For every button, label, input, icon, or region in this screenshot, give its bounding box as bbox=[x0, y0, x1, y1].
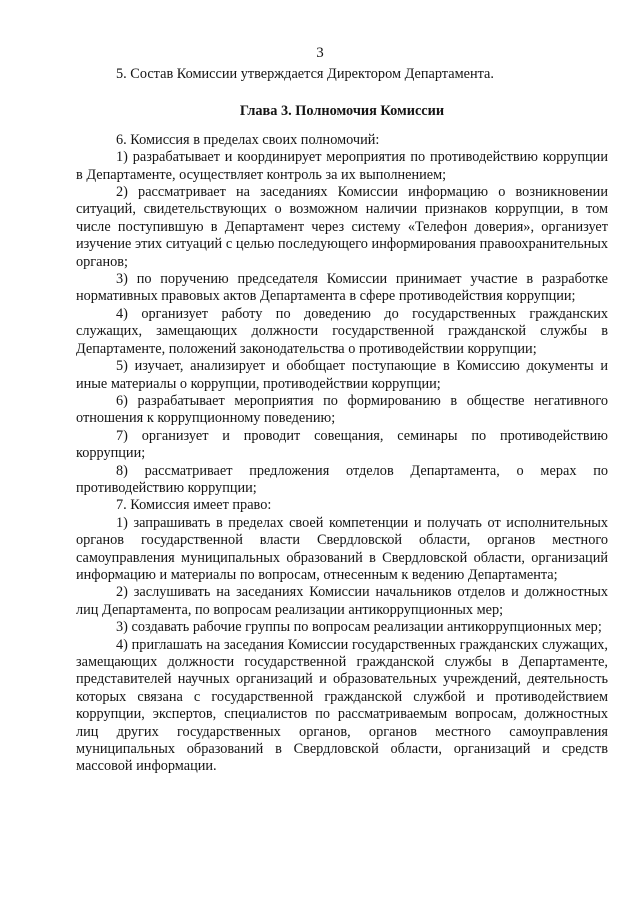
paragraph-6-item-3: 3) по поручению председателя Комиссии принимает участие в разработке нормативных правовых актов Департамента в сфере противодействия коррупции; bbox=[76, 271, 608, 305]
paragraph-7-item-1: 1) запрашивать в пределах своей компетенции и получать от исполнительных органов государственной власти Свердловской области, органов местного самоуправления муниципальных образований в Свердловской области, организаций информацию и материалы по вопросам, отнесенным к ведению Департамента; bbox=[76, 514, 608, 583]
document-body bbox=[76, 66, 608, 776]
chapter-title: Глава 3. Полномочия Комиссии bbox=[239, 103, 445, 120]
paragraph-7-item-3: 3) создавать рабочие группы по вопросам реализации антикоррупционных мер; bbox=[116, 619, 602, 636]
paragraph-7: 7. Комиссия имеет право: bbox=[116, 497, 272, 514]
paragraph-6-item-4: 4) организует работу по доведению до государственных гражданских служащих, замещающих должности государственной гражданской службы в Департаменте, положений законодательства о противодействии коррупции; bbox=[76, 305, 608, 357]
page-number: 3 bbox=[316, 45, 324, 61]
paragraph-6-item-5: 5) изучает, анализирует и обобщает поступающие в Комиссию документы и иные материалы о коррупции, противодействии коррупции; bbox=[76, 358, 608, 392]
paragraph-5: 5. Состав Комиссии утверждается Директором Департамента. bbox=[116, 66, 494, 82]
paragraph-6: 6. Комиссия в пределах своих полномочий: bbox=[116, 131, 380, 148]
paragraph-7-item-4: 4) приглашать на заседания Комиссии государственных гражданских служащих, замещающих должности государственной гражданской службы в Департаменте, представителей научных организаций и образовательных учреждений, деятельность которых связана с государственной гражданской службой и противодействием коррупции, экспертов, специалистов по рассматриваемым вопросам, должностных лиц других государственных органов, органов местного самоуправления муниципальных образований в Свердловской области, организаций и средств массовой информации. bbox=[76, 636, 608, 775]
paragraph-6-item-8: 8) рассматривает предложения отделов Департамента, о мерах по противодействию коррупции; bbox=[76, 462, 608, 496]
paragraph-6-item-6: 6) разрабатывает мероприятия по формированию в обществе негативного отношения к коррупционному поведению; bbox=[76, 392, 608, 427]
paragraph-6-item-2: 2) рассматривает на заседаниях Комиссии информацию о возникновении ситуаций, свидетельствующих о возможном наличии признаков коррупции, в том числе поступившую в Департамент через систему «Телефон доверия», организует изучение этих ситуаций с целью последующего информирования правоохранительных органов; bbox=[76, 184, 608, 270]
paragraph-7-item-2: 2) заслушивать на заседаниях Комиссии начальников отделов и должностных лиц Департамента, по вопросам реализации антикоррупционных мер; bbox=[76, 584, 608, 618]
paragraph-6-item-1: 1) разрабатывает и координирует мероприятия по противодействию коррупции в Департаменте, осуществляет контроль за их выполнением; bbox=[76, 149, 608, 183]
paragraph-6-item-7: 7) организует и проводит совещания, семинары по противодействию коррупции; bbox=[76, 427, 608, 462]
